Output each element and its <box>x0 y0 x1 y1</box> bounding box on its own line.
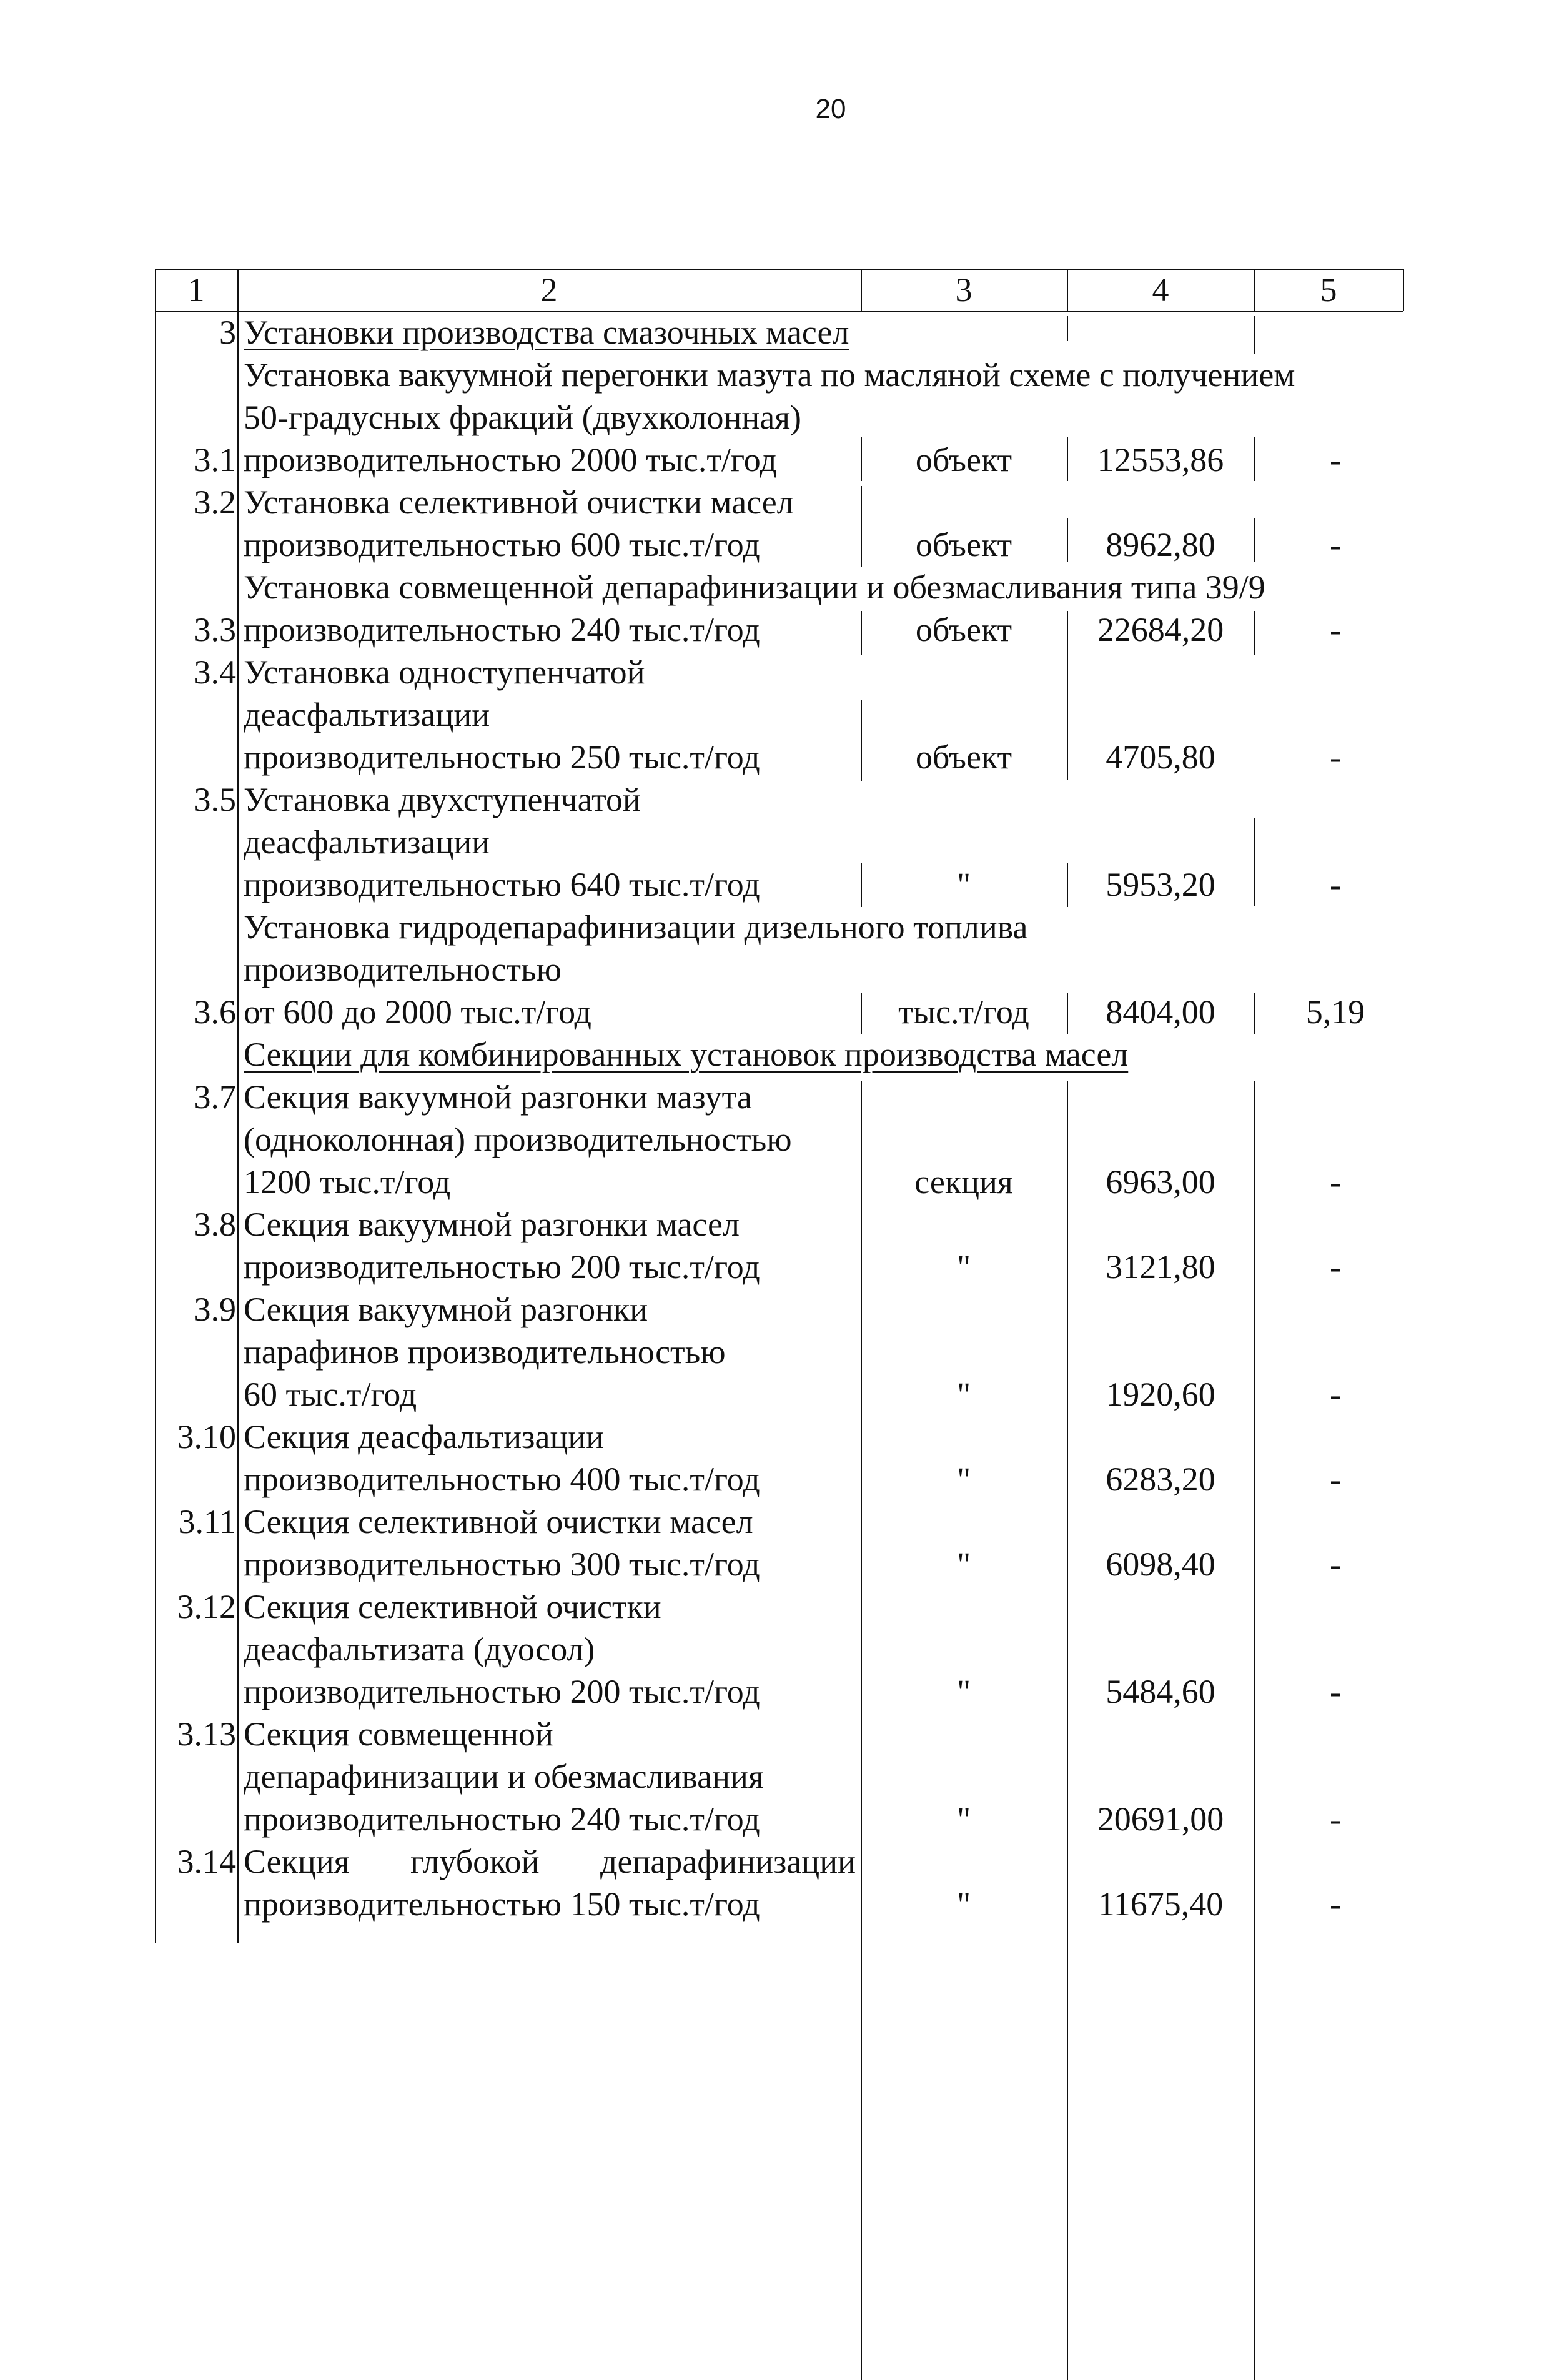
row-number: 3.5 <box>194 781 236 818</box>
row-extra: - <box>1330 526 1341 563</box>
row-description: Секция селективной очистки масел <box>244 1503 753 1540</box>
row-description-word: глубокой <box>410 1843 540 1880</box>
row-number: 3.9 <box>194 1291 236 1328</box>
intro-line: 50-градусных фракций (двухколонная) <box>244 399 802 436</box>
row-description: производительностью 250 тыс.т/год <box>244 738 760 776</box>
row-description: депарафинизации и обезмасливания <box>244 1758 764 1795</box>
row-unit: " <box>956 1376 971 1413</box>
row-description: производительностью 240 тыс.т/год <box>244 1800 760 1838</box>
row-description-word: Секция <box>244 1843 350 1880</box>
row-number: 3.10 <box>177 1418 236 1455</box>
row-number: 3.2 <box>194 483 236 521</box>
row-unit: " <box>956 1673 971 1710</box>
row-unit: тыс.т/год <box>898 993 1029 1031</box>
row-value: 8404,00 <box>1106 993 1215 1031</box>
row-number: 3.8 <box>194 1206 236 1243</box>
row-number: 3.3 <box>194 611 236 648</box>
row-extra: - <box>1330 1885 1341 1923</box>
row-extra: - <box>1330 1376 1341 1413</box>
price-table <box>155 269 1404 1943</box>
row-value: 11675,40 <box>1097 1885 1224 1923</box>
row-extra: - <box>1330 441 1341 478</box>
row-unit: объект <box>915 738 1012 776</box>
row-extra: 5,19 <box>1305 993 1365 1031</box>
row-number: 3.4 <box>194 653 236 691</box>
row-description: парафинов производительностью <box>244 1333 726 1371</box>
section-number: 3 <box>219 314 236 351</box>
row-extra: - <box>1330 738 1341 776</box>
row-description: Секция вакуумной разгонки мазута <box>244 1078 752 1116</box>
subsection-title: Секции для комбинированных установок производства масел <box>244 1036 1129 1073</box>
row-unit: " <box>956 1885 971 1923</box>
row-extra: - <box>1330 866 1341 903</box>
row-number: 3.6 <box>194 993 236 1031</box>
sep-top-c <box>1254 316 1255 354</box>
row-value: 22684,20 <box>1097 611 1224 648</box>
row-number: 3.12 <box>177 1588 236 1625</box>
row-extra: - <box>1330 611 1341 648</box>
row-description: производительностью 240 тыс.т/год <box>244 611 760 648</box>
sep-top-b <box>1067 316 1068 341</box>
row-extra: - <box>1330 1248 1341 1286</box>
row-description: производительностью 300 тыс.т/год <box>244 1545 760 1583</box>
row-description: производительностью 150 тыс.т/год <box>244 1885 760 1923</box>
row-description: 1200 тыс.т/год <box>244 1163 451 1201</box>
row-extra: - <box>1330 1800 1341 1838</box>
row-description: Секция вакуумной разгонки масел <box>244 1206 740 1243</box>
row-description: производительностью 640 тыс.т/год <box>244 866 760 903</box>
page-number: 20 <box>815 94 846 124</box>
header-col-4: 4 <box>1152 271 1169 309</box>
row-description: Секция деасфальтизации <box>244 1418 605 1455</box>
row-description: от 600 до 2000 тыс.т/год <box>244 993 592 1031</box>
row-value: 5484,60 <box>1106 1673 1215 1710</box>
row-description: Установка одноступенчатой <box>244 653 645 691</box>
header-col-5: 5 <box>1320 271 1337 309</box>
row-value: 4705,80 <box>1106 738 1215 776</box>
row-description: производительностью 2000 тыс.т/год <box>244 441 777 478</box>
row-description: Секция селективной очистки <box>244 1588 661 1625</box>
row-description: производительностью 200 тыс.т/год <box>244 1673 760 1710</box>
intro-line: Установка вакуумной перегонки мазута по масляной схеме с получением <box>244 356 1295 394</box>
row-value: 6963,00 <box>1106 1163 1215 1201</box>
row-extra: - <box>1330 1460 1341 1498</box>
row-description: деасфальтизации <box>244 823 490 861</box>
row-value: 20691,00 <box>1097 1800 1224 1838</box>
row-unit: секция <box>914 1163 1013 1201</box>
row-description-word: депарафинизации <box>600 1843 856 1880</box>
row-description: 60 тыс.т/год <box>244 1376 417 1413</box>
row-extra: - <box>1330 1673 1341 1710</box>
row-description: Установка селективной очистки масел <box>244 483 794 521</box>
intro-line: Установка гидродепарафинизации дизельного топлива <box>244 908 1028 946</box>
section-title: Установки производства смазочных масел <box>244 314 849 351</box>
row-number: 3.14 <box>177 1843 236 1880</box>
row-unit: " <box>956 1248 971 1286</box>
row-unit: " <box>956 866 971 903</box>
row-unit: объект <box>915 441 1012 478</box>
row-number: 3.11 <box>178 1503 236 1540</box>
column-border-right <box>1403 269 1404 311</box>
row-value: 1920,60 <box>1106 1376 1215 1413</box>
row-unit: " <box>956 1545 971 1583</box>
row-description: Секция вакуумной разгонки <box>244 1291 648 1328</box>
header-col-1: 1 <box>187 271 205 309</box>
intro-line: Установка совмещенной депарафинизации и обезмасливания типа 39/9 <box>244 568 1265 606</box>
row-value: 6283,20 <box>1106 1460 1215 1498</box>
row-unit: " <box>956 1460 971 1498</box>
row-number: 3.13 <box>177 1715 236 1753</box>
row-description <box>244 1840 856 1883</box>
row-description: производительностью 400 тыс.т/год <box>244 1460 760 1498</box>
row-description: производительностью 600 тыс.т/год <box>244 526 760 563</box>
row-value: 5953,20 <box>1106 866 1215 903</box>
header-col-3: 3 <box>955 271 972 309</box>
row-description: (одноколонная) производительностью <box>244 1121 792 1158</box>
row-value: 3121,80 <box>1106 1248 1215 1286</box>
row-description: Секция совмещенной <box>244 1715 553 1753</box>
row-unit: объект <box>915 611 1012 648</box>
row-value: 6098,40 <box>1106 1545 1215 1583</box>
row-value: 12553,86 <box>1097 441 1224 478</box>
row-description: производительностью 200 тыс.т/год <box>244 1248 760 1286</box>
header-col-2: 2 <box>540 271 558 309</box>
row-unit: " <box>956 1800 971 1838</box>
intro-line: производительностью <box>244 951 562 988</box>
row-unit: объект <box>915 526 1012 563</box>
row-number: 3.1 <box>194 441 236 478</box>
row-description: деасфальтизации <box>244 696 490 733</box>
row-extra: - <box>1330 1163 1341 1201</box>
row-value: 8962,80 <box>1106 526 1215 563</box>
row-description: Установка двухступенчатой <box>244 781 641 818</box>
row-number: 3.7 <box>194 1078 236 1116</box>
column-border-1-2 <box>237 269 239 1943</box>
row-description: деасфальтизата (дуосол) <box>244 1630 595 1668</box>
row-extra: - <box>1330 1545 1341 1583</box>
